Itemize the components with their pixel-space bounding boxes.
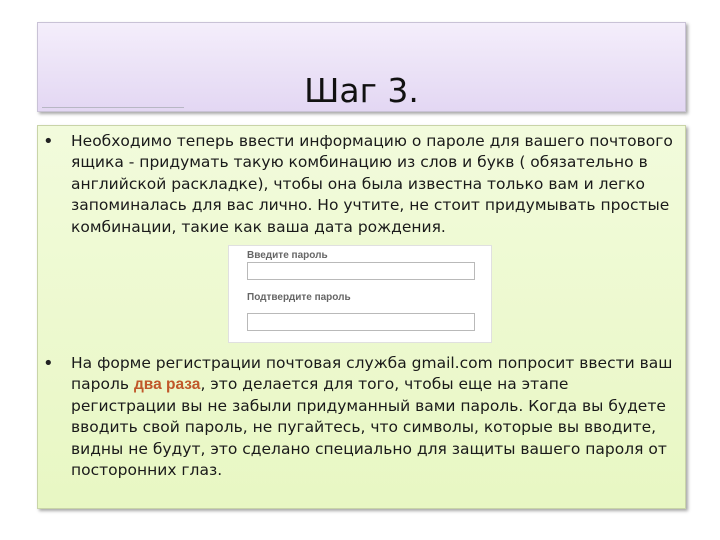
password-form-screenshot (228, 245, 492, 343)
bullet-marker: • (43, 353, 54, 374)
highlight-twice: два раза (133, 376, 201, 394)
content-box (37, 125, 686, 509)
bullet-text-start: На форме регистрации почтовая служба gmail.com попросит ввести ваш пароль (71, 354, 673, 394)
title-divider (42, 107, 184, 108)
password-input[interactable] (247, 262, 475, 280)
password-label: Введите пароль (247, 250, 328, 261)
bullet-text (71, 353, 676, 481)
confirm-password-input[interactable] (247, 313, 475, 331)
bullet-text: Необходимо теперь ввести информацию о пароле для вашего почтового ящика - придумать такую комбинацию из слов и букв ( обязательно в английской раскладке), чтобы она была известна только вам и легко запоминалась для вас лично. Но учтите, не стоит придумывать простые комбинации, такие как ваша дата рождения. (71, 132, 673, 236)
bullet-text-end: , это делается для того, чтобы еще на этапе регистрации вы не забыли придуманный вами пароль. Когда вы будете вводить свой пароль, не пугайтесь, что символы, которые вы вводите, видны не будут, это сделано специально для защиты вашего пароля от посторонних глаз. (71, 375, 667, 480)
bullet-marker: • (43, 131, 54, 152)
title-box (37, 22, 686, 112)
slide-title: Шаг 3. (304, 71, 419, 110)
confirm-password-label: Подтвердите пароль (247, 292, 351, 303)
